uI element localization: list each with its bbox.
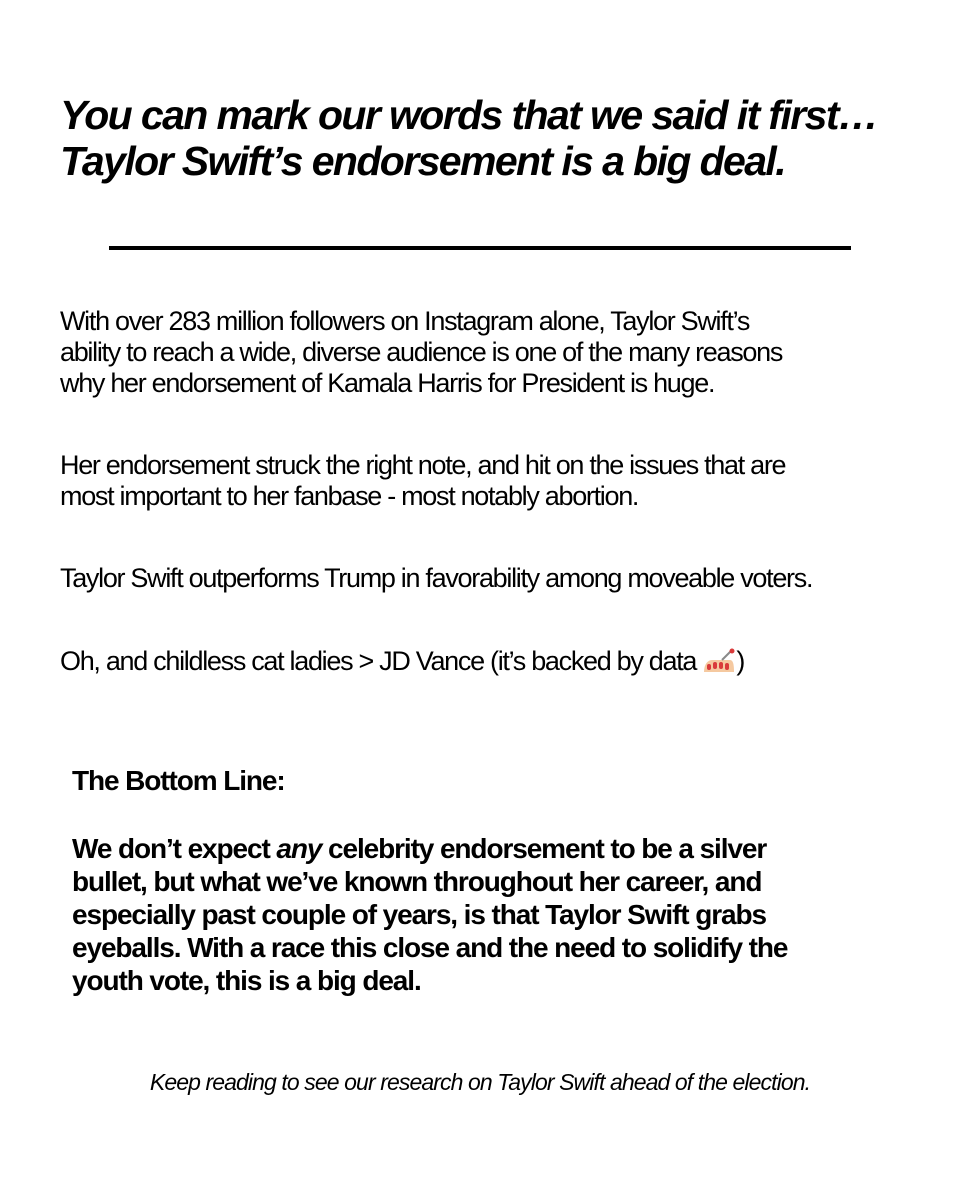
emphasis-any: any [276,833,322,864]
paragraph-text: Oh, and childless cat ladies > JD Vance (it’s backed by data [60,646,703,676]
bottom-line-line: bullet, but what we’ve known throughout her career, and [72,866,762,897]
paragraph-right-note [60,450,785,512]
headline [60,92,930,184]
bottom-line-text [72,832,787,997]
paragraph-line: With over 283 million followers on Instagram alone, Taylor Swift’s [60,306,750,336]
divider-rule [109,246,851,250]
footer-note: Keep reading to see our research on Taylor Swift ahead of the election. [149,1069,811,1095]
headline-line-2: Taylor Swift’s endorsement is a big deal. [60,138,786,184]
bottom-line-text-part: celebrity endorsement to be a silver [321,833,767,864]
paragraph-instagram-reach [60,306,782,399]
paragraph-text: ) [736,646,745,676]
paragraph-cat-ladies [60,646,744,677]
headline-line-1: You can mark our words that we said it first… [60,92,878,138]
bottom-line-line [72,832,787,865]
nail-polish-emoji-icon [702,648,736,674]
paragraph-line: Her endorsement struck the right note, and hit on the issues that are [60,450,786,480]
bottom-line-line: youth vote, this is a big deal. [72,965,421,996]
nail-polish-svg [702,648,736,674]
paragraph-favorability: Taylor Swift outperforms Trump in favorability among moveable voters. [60,563,813,593]
paragraph-line: most important to her fanbase - most notably abortion. [60,481,639,511]
bottom-line-line: especially past couple of years, is that Taylor Swift grabs [72,899,766,930]
paragraph-line: ability to reach a wide, diverse audience is one of the many reasons [60,337,783,367]
bottom-line-heading: The Bottom Line: [72,765,285,796]
bottom-line-text-part: We don’t expect [72,833,277,864]
paragraph-line: why her endorsement of Kamala Harris for President is huge. [60,368,715,398]
bottom-line-line: eyeballs. With a race this close and the need to solidify the [72,932,788,963]
